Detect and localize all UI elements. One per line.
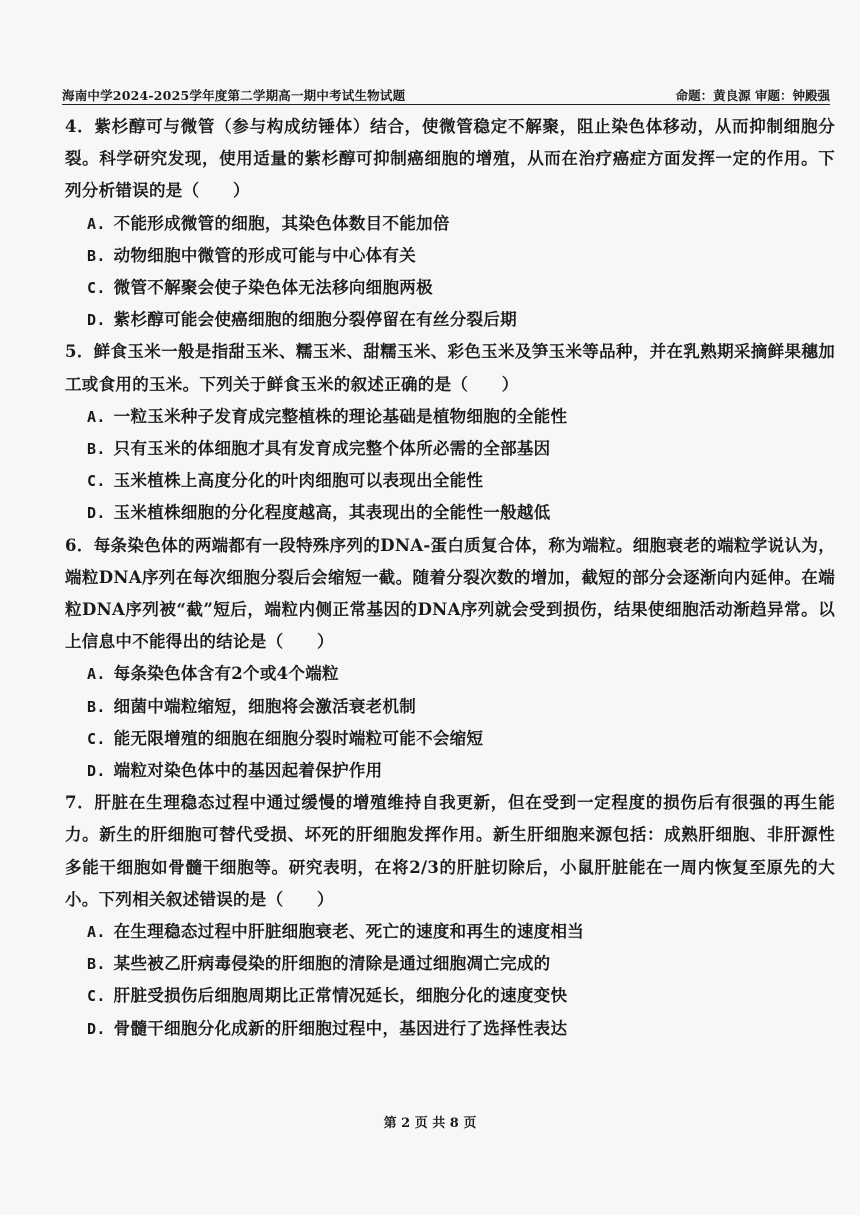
option-c: C. 微管不解聚会使子染色体无法移向细胞两极 (87, 278, 433, 298)
option-c: C. 肝脏受损伤后细胞周期比正常情况延长，细胞分化的速度变快 (87, 986, 568, 1006)
option-d: D. 端粒对染色体中的基因起着保护作用 (87, 761, 383, 781)
option-b: B. 动物细胞中微管的形成可能与中心体有关 (87, 245, 417, 265)
option-b: B. 只有玉米的体细胞才具有发育成完整个体所必需的全部基因 (87, 439, 551, 459)
option-a: A. 不能形成微管的细胞，其染色体数目不能加倍 (87, 213, 450, 233)
option-a: A. 一粒玉米种子发育成完整植株的理论基础是植物细胞的全能性 (87, 406, 568, 426)
option-a: A. 在生理稳态过程中肝脏细胞衰老、死亡的速度和再生的速度相当 (87, 922, 585, 942)
option-d: D. 玉米植株细胞的分化程度越高，其表现出的全能性一般越低 (87, 503, 551, 523)
question-4 (65, 111, 835, 336)
exam-title: 海南中学2024-2025学年度第二学期高一期中考试生物试题 (62, 88, 406, 103)
option-b: B. 细菌中端粒缩短，细胞将会激活衰老机制 (87, 696, 417, 716)
page-header (62, 84, 830, 105)
option-c: C. 玉米植株上高度分化的叶肉细胞可以表现出全能性 (87, 471, 484, 491)
question-5 (65, 336, 835, 529)
question-stem: 6．每条染色体的两端都有一段特殊序列的DNA-蛋白质复合体，称为端粒。细胞衰老的端粒学说认为，端粒DNA序列在每次细胞分裂后会缩短一截。随着分裂次数的增加，截短的部分会逐渐向内延伸。在端粒DNA序列被“截”短后，端粒内侧正常基因的DNA序列就会受到损伤，结果使细胞活动渐趋异常。以上信息中不能得出的结论是（ ） (65, 535, 835, 652)
exam-authors: 命题：黄良源 审题：钟殿强 (675, 88, 830, 103)
question-stem: 7．肝脏在生理稳态过程中通过缓慢的增殖维持自我更新，但在受到一定程度的损伤后有很强的再生能力。新生的肝细胞可替代受损、坏死的肝细胞发挥作用。新生肝细胞来源包括：成熟肝细胞、非肝源性多能干细胞如骨髓干细胞等。研究表明，在将2/3的肝脏切除后，小鼠肝脏能在一周内恢复至原先的大小。下列相关叙述错误的是（ ） (65, 793, 835, 909)
option-d: D. 骨髓干细胞分化成新的肝细胞过程中，基因进行了选择性表达 (87, 1018, 568, 1038)
option-d: D. 紫杉醇可能会使癌细胞的细胞分裂停留在有丝分裂后期 (87, 310, 517, 330)
option-c: C. 能无限增殖的细胞在细胞分裂时端粒可能不会缩短 (87, 728, 484, 748)
page-number: 第 2 页 共 8 页 (383, 1116, 477, 1131)
question-list (65, 111, 835, 1045)
question-6 (65, 530, 835, 788)
question-7 (65, 787, 835, 1045)
question-stem: 5．鲜食玉米一般是指甜玉米、糯玉米、甜糯玉米、彩色玉米及笋玉米等品种，并在乳熟期采摘鲜果穗加工或食用的玉米。下列关于鲜食玉米的叙述正确的是（ ） (65, 342, 835, 394)
question-stem: 4．紫杉醇可与微管（参与构成纺锤体）结合，使微管稳定不解聚，阻止染色体移动，从而抑制细胞分裂。科学研究发现，使用适量的紫杉醇可抑制癌细胞的增殖，从而在治疗癌症方面发挥一定的作用。下列分析错误的是（ ） (65, 117, 835, 201)
option-b: B. 某些被乙肝病毒侵染的肝细胞的清除是通过细胞凋亡完成的 (87, 954, 551, 974)
option-a: A. 每条染色体含有2个或4个端粒 (87, 664, 339, 684)
